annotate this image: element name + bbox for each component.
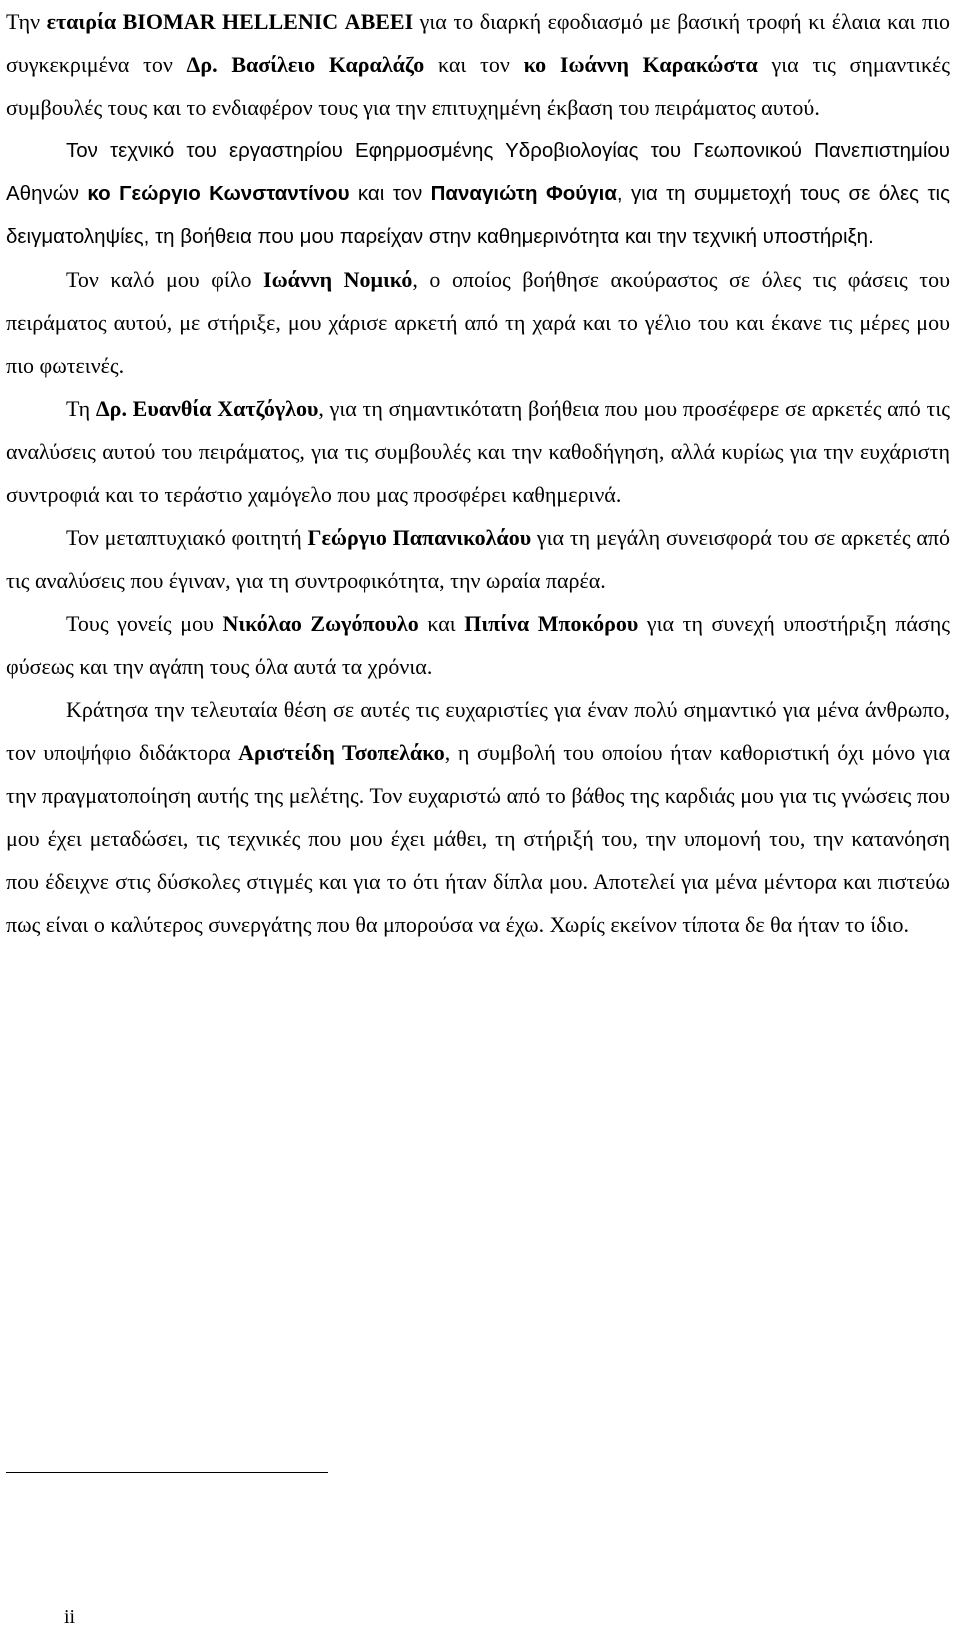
bold-name: Αριστείδη Τσοπελάκο xyxy=(238,740,445,765)
text-run: για τη συνεχή υποστήριξη πάσης φύσεως και την αγάπη τους όλα αυτά τα χρόνια. xyxy=(6,611,950,679)
bold-name: κο Ιωάννη Καρακώστα xyxy=(523,52,758,77)
bold-name: εταιρία BIOMAR HELLENIC ΑΒΕΕΙ xyxy=(46,9,414,34)
text-run: , για τη σημαντικότατη βοήθεια που μου προσέφερε σε αρκετές από τις αναλύσεις αυτού του πειράματος, για τις συμβουλές και την καθοδήγηση, αλλά κυρίως για την ευχάριστη συντροφιά και το τεράστιο χαμόγελο που μας προσφέρει καθημερινά. xyxy=(6,396,950,507)
text-run: Τον καλό μου φίλο xyxy=(66,267,264,292)
paragraph xyxy=(6,688,950,946)
text-run: και τον xyxy=(349,182,431,205)
text-run: για το διαρκή εφοδιασμό με βασική τροφή κι έλαια και πιο συγκεκριμένα τον xyxy=(6,9,950,77)
text-run: Την xyxy=(6,9,47,34)
bold-name: Δρ. Ευανθία Χατζόγλου xyxy=(95,396,319,421)
bold-name: κο Γεώργιο Κωνσταντίνου xyxy=(87,182,350,205)
text-run: και xyxy=(418,611,465,636)
bold-name: Πιπίνα Μποκόρου xyxy=(464,611,639,636)
acknowledgements-body xyxy=(6,0,950,946)
paragraph xyxy=(6,0,950,129)
text-run: Τους γονείς μου xyxy=(66,611,223,636)
bold-name: Νικόλαο Ζωγόπουλο xyxy=(222,611,419,636)
text-run: Τον μεταπτυχιακό φοιτητή xyxy=(66,525,308,550)
paragraph xyxy=(6,602,950,688)
text-run: για τη μεγάλη συνεισφορά του σε αρκετές από τις αναλύσεις που έγιναν, για τη συντροφικότητα, την ωραία παρέα. xyxy=(6,525,951,593)
paragraph xyxy=(6,129,950,258)
text-run: Τον τεχνικό του εργαστηρίου Εφηρμοσμένης Υδροβιολογίας του Γεωπονικού Πανεπιστημίου Αθηνών xyxy=(6,139,950,205)
bold-name: Ιωάννη Νομικό xyxy=(263,267,413,292)
bold-name: Δρ. Βασίλειο Καραλάζο xyxy=(186,52,425,77)
paragraph xyxy=(6,516,950,602)
bold-name: Γεώργιο Παπανικολάου xyxy=(307,525,532,550)
text-run: Κράτησα την τελευταία θέση σε αυτές τις ευχαριστίες για έναν πολύ σημαντικό για μένα άνθρωπο, τον υποψήφιο διδάκτορα xyxy=(6,697,950,765)
bold-name: Παναγιώτη Φούγια xyxy=(430,182,617,205)
page-number: ii xyxy=(64,1606,76,1628)
text-run: και τον xyxy=(424,52,524,77)
footnote-rule xyxy=(6,1472,328,1473)
text-run: , ο οποίος βοήθησε ακούραστος σε όλες τις φάσεις του πειράματος αυτού, με στήριξε, μου χάρισε αρκετή από τη χαρά και το γέλιο του και έκανε τις μέρες μου πιο φωτεινές. xyxy=(6,267,950,378)
paragraph xyxy=(6,387,950,516)
text-run: , η συμβολή του οποίου ήταν καθοριστική όχι μόνο για την πραγματοποίηση αυτής της μελέτης. Τον ευχαριστώ από το βάθος της καρδιάς μου για τις γνώσεις που μου έχει μεταδώσει, τις τεχνικές που μου έχει μάθει, τη στήριξή του, την υπομονή του, την κατανόηση που έδειχνε στις δύσκολες στιγμές και για το ότι ήταν δίπλα μου. Αποτελεί για μένα μέντορα και πιστεύω πως είναι ο καλύτερος συνεργάτης που θα μπορούσα να έχω. Χωρίς εκείνον τίποτα δε θα ήταν το ίδιο. xyxy=(6,740,950,937)
text-run: για τις σημαντικές συμβουλές τους και το ενδιαφέρον τους για την επιτυχημένη έκβαση του πειράματος αυτού. xyxy=(6,52,950,120)
text-run: , για τη συμμετοχή τους σε όλες τις δειγματοληψίες, τη βοήθεια που μου παρείχαν στην καθημερινότητα και την τεχνική υποστήριξη. xyxy=(6,182,950,248)
paragraph xyxy=(6,258,950,387)
text-run: Τη xyxy=(66,396,96,421)
